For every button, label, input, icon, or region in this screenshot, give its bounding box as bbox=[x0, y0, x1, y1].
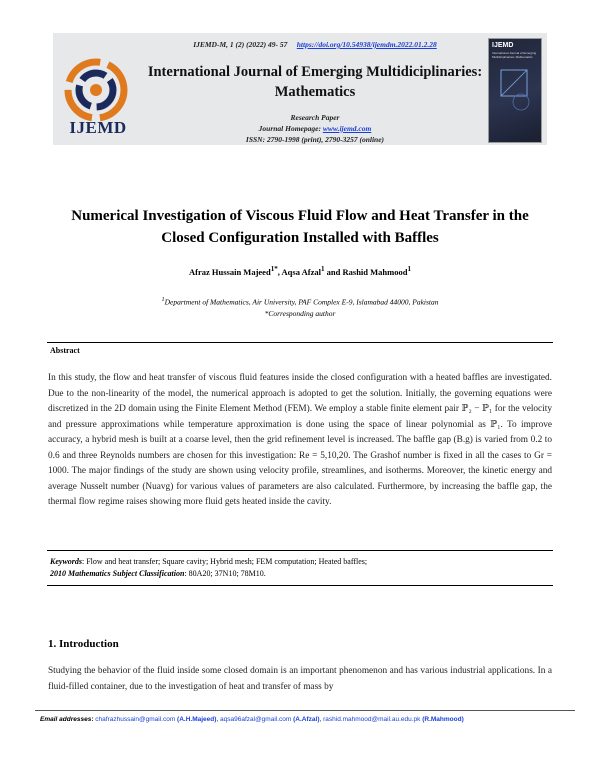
footer-rule bbox=[35, 710, 575, 711]
keywords-top-rule bbox=[47, 550, 553, 551]
email-address[interactable]: aqsa96afzal@gmail.com bbox=[220, 716, 292, 723]
author-list: Afraz Hussain Majeed$^{1*}$, Aqsa Afzal$^1$ and Rashid Mahmood$^1$ bbox=[189, 265, 411, 277]
doi-link[interactable]: https://doi.org/10.54938/ijemdm.2022.01.2.28 bbox=[296, 40, 437, 49]
author-name: Aqsa Afzal bbox=[281, 266, 321, 277]
author-affiliation-mark: 1* bbox=[270, 265, 278, 273]
issn: ISSN: 2790-1998 (print), 2790-3257 (online) bbox=[245, 135, 385, 144]
msc-label: 2010 Mathematics Subject Classification bbox=[50, 569, 185, 578]
keywords-text: : Flow and heat transfer; Square cavity; Hybrid mesh; FEM computation; Heated baffles; bbox=[82, 557, 368, 566]
paper-type: Research Paper bbox=[290, 113, 340, 122]
introduction-text: Studying the behavior of the fluid inside some closed domain is an important phenomenon and has various industrial applications. In a fluid-filled container, due to the investigation of heat and transfer of mass by bbox=[48, 666, 552, 692]
paper-title: Numerical Investigation of Viscous Fluid Flow and Heat Transfer in the Closed Configuration Installed with Baffles bbox=[71, 208, 529, 246]
corresponding-author: *Corresponding author bbox=[264, 308, 336, 318]
cover-subtitle: International Journal of Emerging Multidiciplinaries: Mathematics bbox=[492, 51, 537, 59]
affiliation: $^1$Department of Mathematics, Air University, PAF Complex E-9, Islamabad 44000, Pakistan *Corresponding author bbox=[60, 294, 540, 319]
citation: IJEMD-M, 1 (2) (2022) 49- 57 bbox=[193, 40, 288, 49]
journal-name: International Journal of Emerging Multidiciplinaries: Mathematics bbox=[147, 64, 483, 100]
author-affiliation-mark: 1 bbox=[320, 265, 325, 273]
abstract-heading: Abstract bbox=[50, 346, 80, 355]
affiliation-text: Department of Mathematics, Air University, PAF Complex E-9, Islamabad 44000, Pakistan bbox=[164, 297, 439, 307]
author-name: Rashid Mahmood bbox=[342, 266, 408, 277]
email-list: chafrazhussain@gmail.com (A.H.Majeed), aqsa96afzal@gmail.com (A.Afzal), rashid.mahmood@mail.au.edu.pk (R.Mahmood) bbox=[95, 716, 464, 723]
author-affiliation-mark: 1 bbox=[407, 265, 411, 273]
logo-text: IJEMD bbox=[69, 118, 127, 137]
citation-line bbox=[150, 40, 480, 49]
publication-info bbox=[150, 112, 480, 145]
journal-cover-thumbnail bbox=[488, 38, 542, 143]
email-address[interactable]: chafrazhussain@gmail.com bbox=[95, 716, 176, 723]
author-name: Afraz Hussain Majeed bbox=[189, 266, 271, 277]
homepage-link[interactable]: www.ijemd.com bbox=[322, 124, 372, 133]
email-owner: (R.Mahmood) bbox=[420, 716, 464, 723]
keywords-bottom-rule bbox=[47, 585, 553, 586]
email-label: Email addresses bbox=[40, 716, 92, 723]
keywords-label: Keywords bbox=[50, 557, 82, 566]
email-owner: (A.H.Majeed) bbox=[175, 716, 217, 723]
section-heading-introduction: 1. Introduction bbox=[48, 638, 119, 650]
cover-title: IJEMD bbox=[492, 42, 514, 49]
email-address[interactable]: rashid.mahmood@mail.au.edu.pk bbox=[323, 716, 421, 723]
email-footer: Email addresses: chafrazhussain@gmail.com (A.H.Majeed), aqsa96afzal@gmail.com (A.Afzal), rashid.mahmood@mail.au.edu.pk (R.Mahmood) bbox=[40, 716, 464, 723]
journal-homepage: Journal Homepage: www.ijemd.com bbox=[258, 124, 372, 133]
msc-text: : 80A20; 37N10; 78M10. bbox=[184, 569, 266, 578]
abstract-text: In this study, the flow and heat transfer of viscous fluid features inside the closed configuration with a heated baffles are investigated. Due to the non-linearity of the model, the numerical approach is adopted to get the solution. Initially, the governing equations were discretized in the 2D domain using the Finite Element Method (FEM). We employ a stable finite element pair ℙ₂ − ℙ₁ for the velocity and pressure approximations while temperature approximation is done using the space of linear polynomial as ℙ₁. To improve accuracy, a hybrid mesh is built at a coarse level, then the grid refinement level is increased. The baffle gap (B.g) is varied from 0.2 to 0.6 and three Reynolds numbers are chosen for this investigation: Re = 5,10,20. The Grashof number is fixed in all the cases to Gr = 1000. The major findings of the study are shown using velocity profile, streamlines, and isotherms. Moreover, the kinetic energy and average Nusselt number (Nuavg) for various values of parameters are also calculated. Furthermore, by increasing the baffle gap, the thermal flow regime raises showing more fluid gets heated inside the cavity. bbox=[48, 373, 552, 507]
email-owner: (A.Afzal) bbox=[291, 716, 320, 723]
keywords-block bbox=[50, 556, 550, 580]
cover-graphic-icon bbox=[497, 64, 533, 114]
